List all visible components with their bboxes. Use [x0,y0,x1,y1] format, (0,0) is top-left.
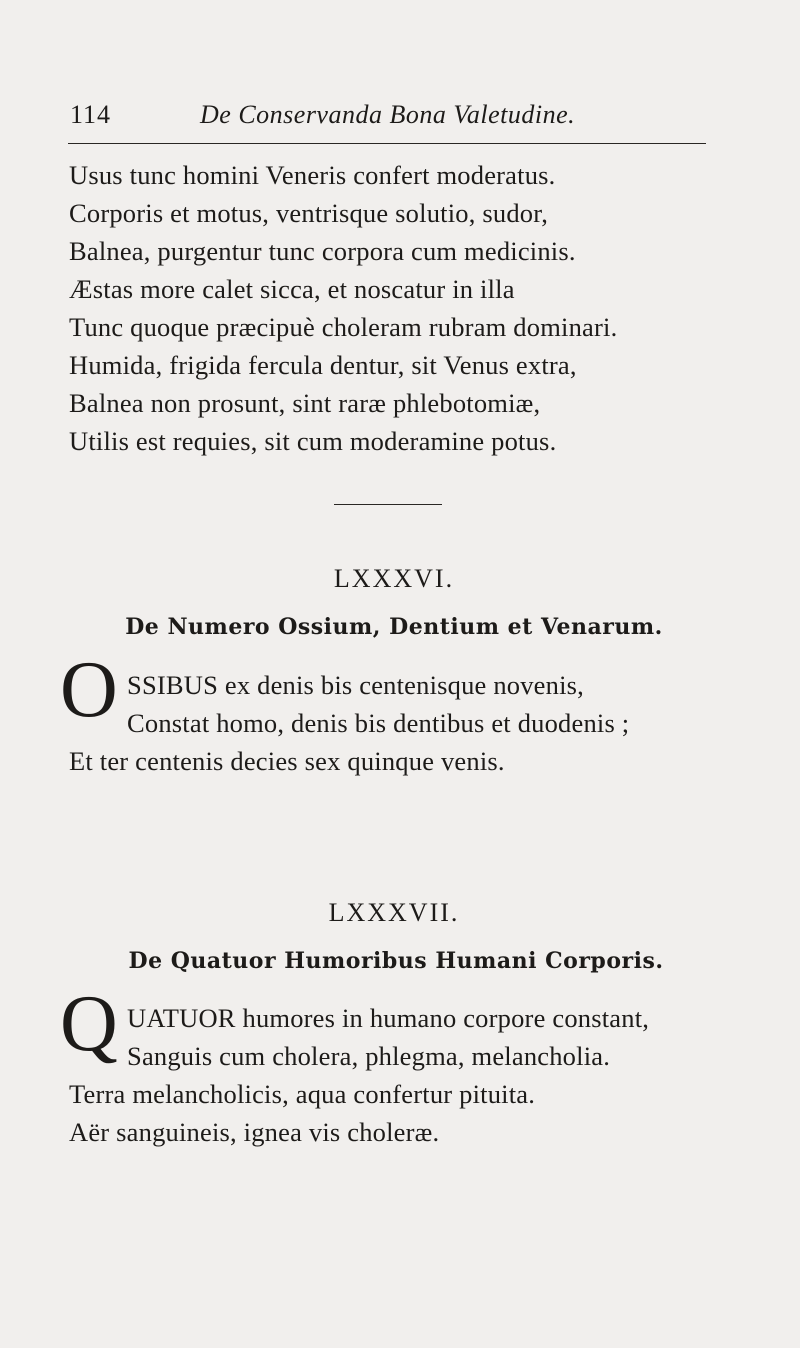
verse-line: Aër sanguineis, ignea vis choleræ. [69,1117,440,1147]
verse-line: Sanguis cum cholera, phlegma, melancholia. [127,1041,611,1071]
verse-line: Et ter centenis decies sex quinque venis. [69,746,505,776]
page-header [70,100,706,136]
verse-line: Constat homo, denis bis dentibus et duodenis ; [127,708,630,738]
verse-line: SSIBUS ex denis bis centenisque novenis, [127,670,584,700]
verse-line: Balnea non prosunt, sint raræ phlebotomiæ, [69,388,541,418]
section-number: LXXXVII. [328,898,460,927]
section-divider [334,504,442,505]
header-rule [68,143,706,144]
verse-line: Æstas more calet sicca, et noscatur in illa [69,274,515,304]
section-number: LXXXVI. [333,564,455,593]
section-title: De Numero Ossium, Dentium et Venarum. [125,614,663,640]
verse-line: Tunc quoque præcipuè choleram rubram dominari. [69,312,618,342]
verse-line: Usus tunc homini Veneris confert moderatus. [69,160,556,190]
verse-line: Corporis et motus, ventrisque solutio, sudor, [69,198,549,228]
verse-line: Balnea, purgentur tunc corpora cum medicinis. [69,236,576,266]
verse-line: Humida, frigida fercula dentur, sit Venus extra, [69,350,577,380]
verse-block [69,156,617,460]
running-title: De Conservanda Bona Valetudine. [200,100,576,129]
verse-line: Utilis est requies, sit cum moderamine potus. [69,426,557,456]
drop-cap: Q [60,980,118,1068]
verse-line: Terra melancholicis, aqua confertur pituita. [69,1079,536,1109]
drop-cap: O [60,646,118,734]
page-number: 114 [70,100,112,129]
verse-block [69,999,649,1151]
verse-line: UATUOR humores in humano corpore constant, [127,1003,650,1033]
section-title: De Quatuor Humoribus Humani Corporis. [128,948,664,974]
verse-block [69,666,629,780]
